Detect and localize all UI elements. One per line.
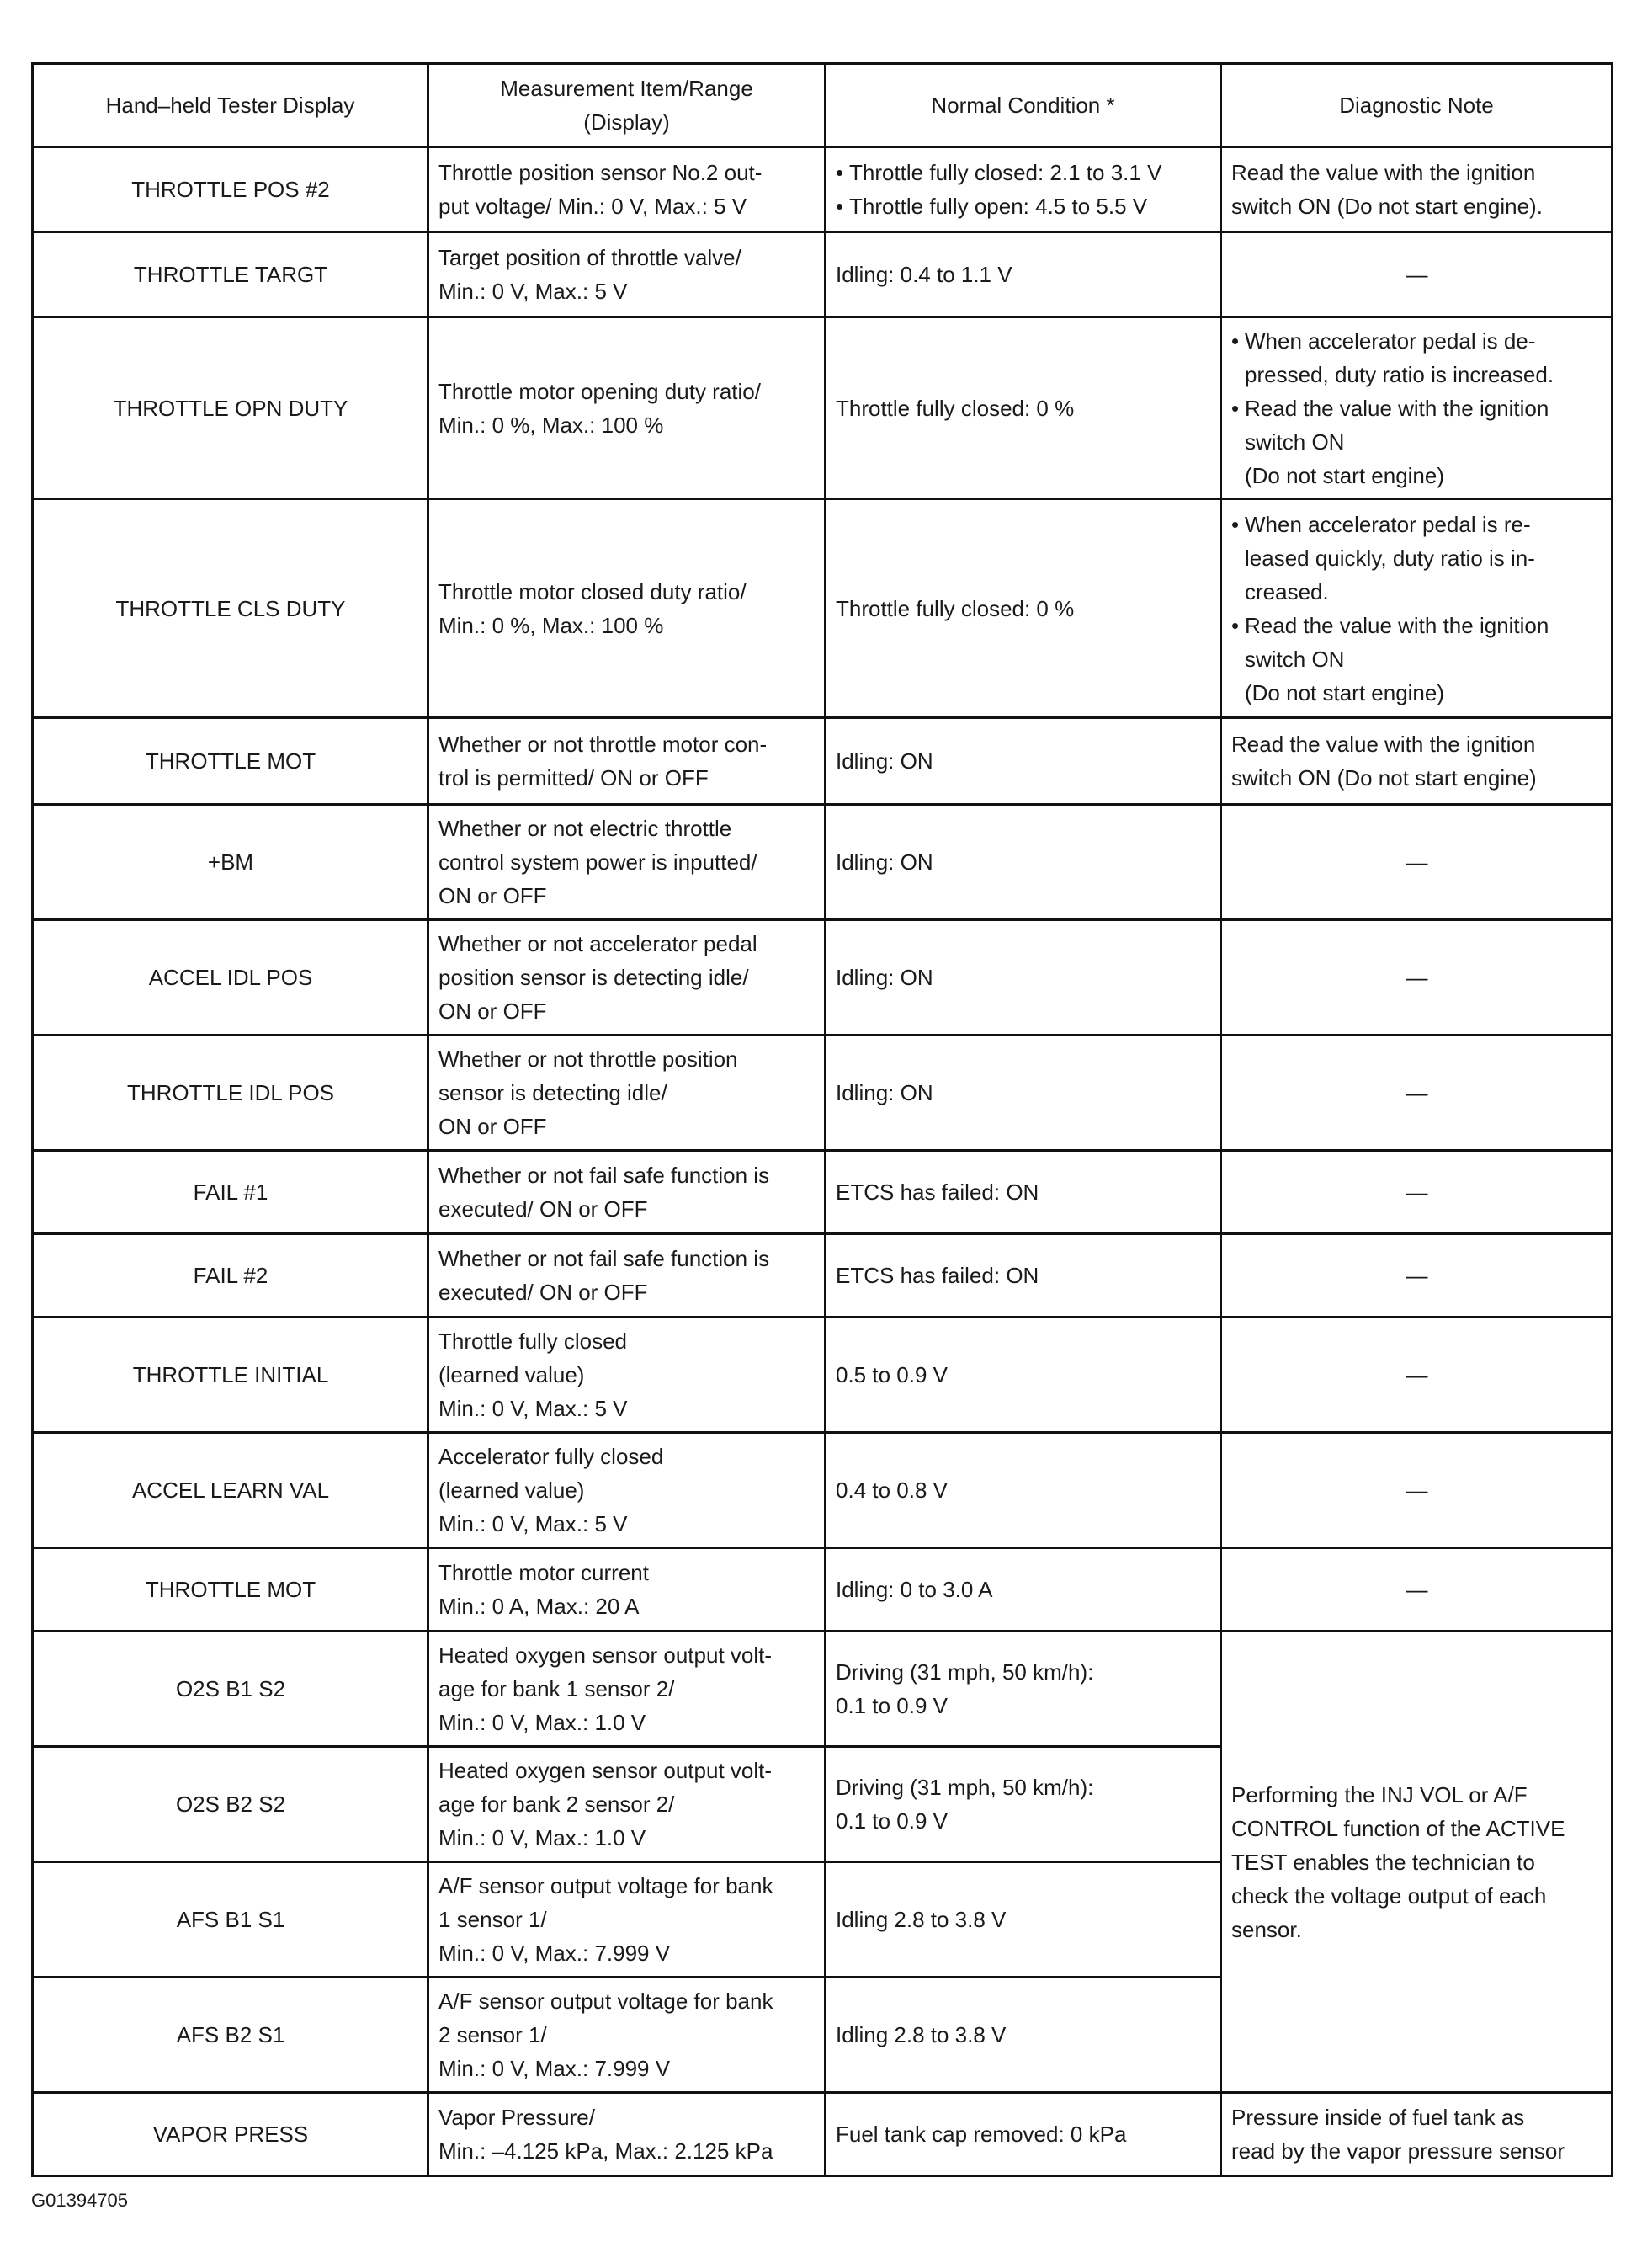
measurement-line: 2 sensor 1/ xyxy=(438,2022,547,2047)
tester-display-cell: FAIL #1 xyxy=(33,1151,428,1234)
tester-display-cell: O2S B2 S2 xyxy=(33,1747,428,1862)
header-measurement-line-1: Measurement Item/Range xyxy=(500,76,753,101)
diagnostic-note-cell: — xyxy=(1221,1151,1613,1234)
tester-display-cell: THROTTLE IDL POS xyxy=(33,1036,428,1151)
note-line: Read the value with the ignition xyxy=(1231,732,1536,757)
measurement-line: Whether or not electric throttle xyxy=(438,816,732,841)
measurement-line: Throttle motor opening duty ratio/ xyxy=(438,378,761,404)
measurement-cell xyxy=(428,147,826,232)
diagnostic-note-cell xyxy=(1221,147,1613,232)
measurement-line: Whether or not accelerator pedal xyxy=(438,931,757,956)
measurement-cell xyxy=(428,805,826,920)
normal-condition-cell: 0.4 to 0.8 V xyxy=(826,1433,1221,1548)
measurement-line: age for bank 1 sensor 2/ xyxy=(438,1676,675,1701)
table-row xyxy=(33,499,1613,718)
table-row xyxy=(33,1318,1613,1433)
measurement-line: Heated oxygen sensor output volt- xyxy=(438,1642,773,1668)
normal-condition-cell: 0.5 to 0.9 V xyxy=(826,1318,1221,1433)
note-line: • When accelerator pedal is de- xyxy=(1245,327,1536,354)
note-line: • Read the value with the ignition xyxy=(1245,395,1549,421)
normal-condition-cell: Idling 2.8 to 3.8 V xyxy=(826,1862,1221,1978)
measurement-line: ON or OFF xyxy=(438,1114,547,1139)
diagnostic-note-cell xyxy=(1221,2093,1613,2176)
diagnostic-data-sheet xyxy=(31,62,1611,2177)
diagnostic-note-cell: — xyxy=(1221,1318,1613,1433)
header-measurement-line-2: (Display) xyxy=(583,109,670,135)
measurement-line: Throttle motor current xyxy=(438,1560,649,1585)
header-measurement-item xyxy=(428,64,826,147)
normal-condition-cell: Idling: ON xyxy=(826,920,1221,1036)
tester-display-cell: THROTTLE CLS DUTY xyxy=(33,499,428,718)
measurement-line: trol is permitted/ ON or OFF xyxy=(438,765,709,791)
normal-line: Driving (31 mph, 50 km/h): xyxy=(836,1659,1094,1685)
measurement-cell xyxy=(428,1433,826,1548)
measurement-line: Heated oxygen sensor output volt- xyxy=(438,1758,773,1783)
normal-condition-cell xyxy=(826,1632,1221,1747)
table-row xyxy=(33,1151,1613,1234)
measurement-line: age for bank 2 sensor 2/ xyxy=(438,1792,675,1817)
table-row xyxy=(33,1234,1613,1318)
measurement-line: control system power is inputted/ xyxy=(438,849,757,875)
header-diagnostic-note: Diagnostic Note xyxy=(1221,64,1613,147)
measurement-cell xyxy=(428,232,826,317)
tester-display-cell: VAPOR PRESS xyxy=(33,2093,428,2176)
normal-condition-item: • Throttle fully open: 4.5 to 5.5 V xyxy=(836,189,1211,223)
note-list xyxy=(1231,508,1602,710)
measurement-line: executed/ ON or OFF xyxy=(438,1196,648,1222)
note-line: switch ON (Do not start engine) xyxy=(1231,765,1537,791)
tester-display-cell: O2S B1 S2 xyxy=(33,1632,428,1747)
normal-condition-cell: Idling: 0.4 to 1.1 V xyxy=(826,232,1221,317)
table-row xyxy=(33,2093,1613,2176)
table-row xyxy=(33,1433,1613,1548)
normal-condition-cell: Idling: 0 to 3.0 A xyxy=(826,1548,1221,1632)
measurement-line: A/F sensor output voltage for bank xyxy=(438,1873,773,1898)
diagnostic-note-cell: — xyxy=(1221,1036,1613,1151)
diagnostic-note-cell: — xyxy=(1221,1433,1613,1548)
measurement-line: Min.: 0 %, Max.: 100 % xyxy=(438,612,664,638)
normal-condition-cell: Throttle fully closed: 0 % xyxy=(826,499,1221,718)
measurement-line: Min.: 0 V, Max.: 1.0 V xyxy=(438,1825,646,1850)
note-line: TEST enables the technician to xyxy=(1231,1849,1535,1875)
table-row xyxy=(33,718,1613,805)
measurement-line: Whether or not throttle position xyxy=(438,1046,738,1072)
measurement-cell xyxy=(428,1862,826,1978)
normal-line: 0.1 to 0.9 V xyxy=(836,1808,948,1834)
measurement-cell xyxy=(428,1632,826,1747)
tester-display-cell: FAIL #2 xyxy=(33,1234,428,1318)
measurement-line: Min.: 0 %, Max.: 100 % xyxy=(438,412,664,438)
measurement-line: Min.: 0 V, Max.: 7.999 V xyxy=(438,2056,671,2081)
tester-display-cell: THROTTLE OPN DUTY xyxy=(33,317,428,499)
measurement-line: A/F sensor output voltage for bank xyxy=(438,1988,773,2014)
note-line: sensor. xyxy=(1231,1916,1302,1942)
measurement-line: Vapor Pressure/ xyxy=(438,2105,595,2130)
tester-display-cell: ACCEL LEARN VAL xyxy=(33,1433,428,1548)
measurement-line: put voltage/ Min.: 0 V, Max.: 5 V xyxy=(438,194,747,219)
table-header-row xyxy=(33,64,1613,147)
normal-condition-cell: Throttle fully closed: 0 % xyxy=(826,317,1221,499)
note-line: • When accelerator pedal is re- xyxy=(1245,511,1531,537)
measurement-line: sensor is detecting idle/ xyxy=(438,1080,667,1105)
measurement-line: Min.: 0 V, Max.: 5 V xyxy=(438,1396,628,1421)
tester-display-cell: AFS B2 S1 xyxy=(33,1978,428,2093)
diagnostic-note-cell xyxy=(1221,317,1613,499)
diagnostic-note-cell: — xyxy=(1221,1234,1613,1318)
measurement-line: ON or OFF xyxy=(438,883,547,908)
table-row xyxy=(33,232,1613,317)
measurement-cell xyxy=(428,1151,826,1234)
table-row xyxy=(33,1632,1613,1747)
diagnostic-note-cell: — xyxy=(1221,232,1613,317)
measurement-line: executed/ ON or OFF xyxy=(438,1280,648,1305)
measurement-line: (learned value) xyxy=(438,1362,585,1387)
measurement-line: Min.: 0 V, Max.: 7.999 V xyxy=(438,1941,671,1966)
measurement-line: 1 sensor 1/ xyxy=(438,1907,547,1932)
tester-data-table xyxy=(31,62,1613,2177)
note-line: pressed, duty ratio is increased. xyxy=(1245,361,1554,387)
measurement-line: Min.: 0 V, Max.: 5 V xyxy=(438,279,628,304)
measurement-line: Min.: 0 A, Max.: 20 A xyxy=(438,1594,640,1619)
note-line: Pressure inside of fuel tank as xyxy=(1231,2105,1525,2130)
note-line: • Read the value with the ignition xyxy=(1245,612,1549,638)
note-bullet xyxy=(1231,609,1602,676)
measurement-line: Whether or not fail safe function is xyxy=(438,1246,770,1271)
normal-condition-cell: ETCS has failed: ON xyxy=(826,1234,1221,1318)
tester-display-cell: THROTTLE MOT xyxy=(33,718,428,805)
normal-condition-list xyxy=(836,156,1211,223)
measurement-cell xyxy=(428,1036,826,1151)
tester-display-cell: THROTTLE INITIAL xyxy=(33,1318,428,1433)
note-tail: (Do not start engine) xyxy=(1245,462,1445,488)
tester-display-cell: +BM xyxy=(33,805,428,920)
measurement-line: position sensor is detecting idle/ xyxy=(438,965,749,990)
note-tail: (Do not start engine) xyxy=(1245,679,1445,705)
note-line: switch ON xyxy=(1245,429,1345,455)
measurement-cell xyxy=(428,317,826,499)
table-row xyxy=(33,805,1613,920)
measurement-line: Accelerator fully closed xyxy=(438,1444,664,1469)
normal-condition-item: • Throttle fully closed: 2.1 to 3.1 V xyxy=(836,156,1211,189)
measurement-line: Whether or not fail safe function is xyxy=(438,1163,770,1188)
tester-display-cell: THROTTLE POS #2 xyxy=(33,147,428,232)
normal-condition-cell: Idling 2.8 to 3.8 V xyxy=(826,1978,1221,2093)
measurement-line: Throttle motor closed duty ratio/ xyxy=(438,578,747,604)
measurement-cell xyxy=(428,499,826,718)
note-line: creased. xyxy=(1245,578,1329,604)
table-row xyxy=(33,1548,1613,1632)
normal-condition-cell: Idling: ON xyxy=(826,1036,1221,1151)
normal-condition-cell: Idling: ON xyxy=(826,805,1221,920)
measurement-cell xyxy=(428,718,826,805)
tester-display-cell: AFS B1 S1 xyxy=(33,1862,428,1978)
measurement-line: (learned value) xyxy=(438,1477,585,1503)
measurement-cell xyxy=(428,1747,826,1862)
note-line: leased quickly, duty ratio is in- xyxy=(1245,545,1535,571)
measurement-cell xyxy=(428,2093,826,2176)
note-line: Performing the INJ VOL or A/F xyxy=(1231,1781,1528,1807)
shared-diagnostic-note-cell xyxy=(1221,1632,1613,2093)
diagnostic-note-cell xyxy=(1221,499,1613,718)
note-line: switch ON (Do not start engine). xyxy=(1231,194,1543,219)
tester-display-cell: THROTTLE TARGT xyxy=(33,232,428,317)
measurement-line: Throttle fully closed xyxy=(438,1328,627,1354)
header-normal-condition: Normal Condition * xyxy=(826,64,1221,147)
table-row xyxy=(33,147,1613,232)
diagnostic-note-cell: — xyxy=(1221,805,1613,920)
diagnostic-note-cell: — xyxy=(1221,920,1613,1036)
note-bullet xyxy=(1231,391,1602,459)
diagnostic-note-cell: — xyxy=(1221,1548,1613,1632)
normal-line: 0.1 to 0.9 V xyxy=(836,1693,948,1718)
note-line: Read the value with the ignition xyxy=(1231,160,1536,185)
note-line: read by the vapor pressure sensor xyxy=(1231,2138,1565,2164)
table-row xyxy=(33,317,1613,499)
table-row xyxy=(33,920,1613,1036)
note-bullet xyxy=(1231,324,1602,391)
measurement-cell xyxy=(428,1234,826,1318)
note-line: check the voltage output of each xyxy=(1231,1882,1547,1909)
tester-display-cell: THROTTLE MOT xyxy=(33,1548,428,1632)
normal-condition-cell: Fuel tank cap removed: 0 kPa xyxy=(826,2093,1221,2176)
measurement-line: Min.: –4.125 kPa, Max.: 2.125 kPa xyxy=(438,2138,773,2164)
measurement-cell xyxy=(428,920,826,1036)
tester-display-cell: ACCEL IDL POS xyxy=(33,920,428,1036)
measurement-line: Whether or not throttle motor con- xyxy=(438,732,768,757)
normal-condition-cell xyxy=(826,147,1221,232)
normal-condition-cell xyxy=(826,1747,1221,1862)
measurement-line: Target position of throttle valve/ xyxy=(438,245,741,270)
note-bullet xyxy=(1231,508,1602,609)
note-line: CONTROL function of the ACTIVE xyxy=(1231,1815,1565,1841)
measurement-line: Min.: 0 V, Max.: 5 V xyxy=(438,1511,628,1536)
measurement-line: ON or OFF xyxy=(438,998,547,1024)
measurement-cell xyxy=(428,1318,826,1433)
normal-condition-cell: ETCS has failed: ON xyxy=(826,1151,1221,1234)
measurement-cell xyxy=(428,1548,826,1632)
note-list xyxy=(1231,324,1602,492)
diagnostic-note-cell xyxy=(1221,718,1613,805)
note-line: switch ON xyxy=(1245,646,1345,672)
figure-code: G01394705 xyxy=(31,2190,128,2211)
measurement-line: Throttle position sensor No.2 out- xyxy=(438,160,763,185)
header-tester-display: Hand–held Tester Display xyxy=(33,64,428,147)
table-row xyxy=(33,1036,1613,1151)
normal-line: Driving (31 mph, 50 km/h): xyxy=(836,1775,1094,1800)
measurement-cell xyxy=(428,1978,826,2093)
normal-condition-cell: Idling: ON xyxy=(826,718,1221,805)
measurement-line: Min.: 0 V, Max.: 1.0 V xyxy=(438,1710,646,1735)
